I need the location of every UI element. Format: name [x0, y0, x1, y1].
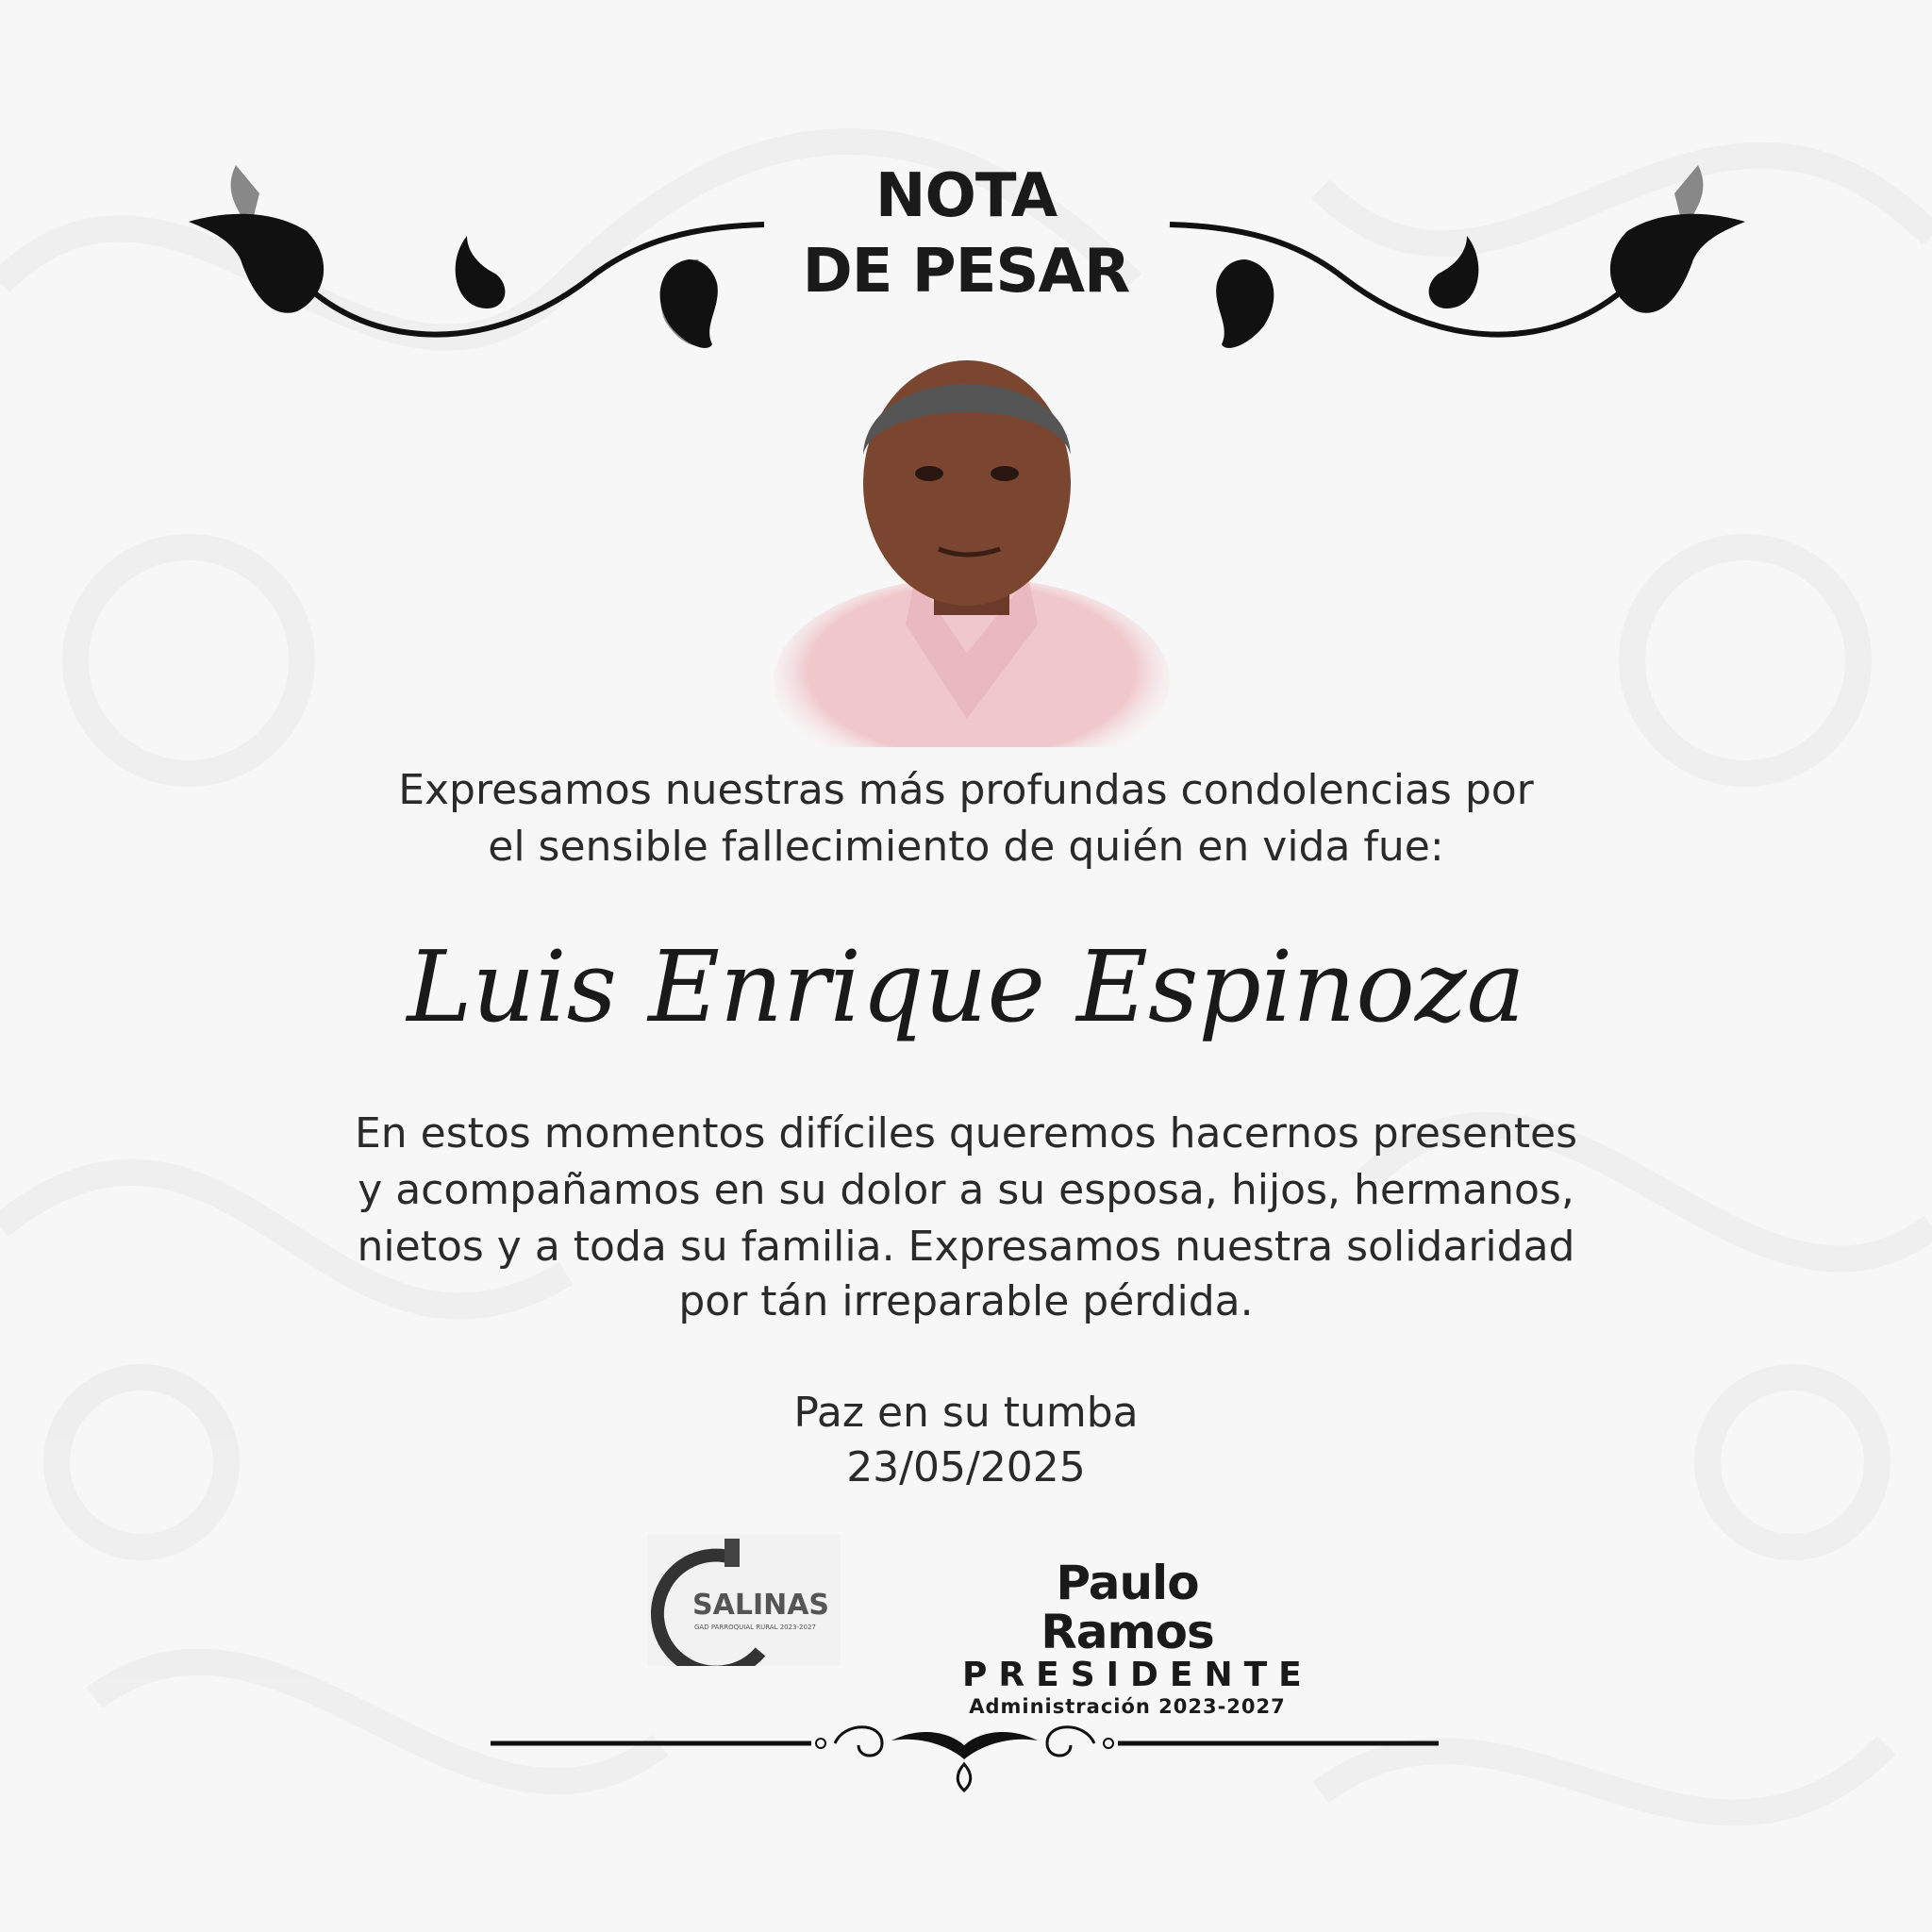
bottom-divider-ornament — [486, 1707, 1443, 1792]
salinas-logo-name: SALINAS — [692, 1589, 830, 1622]
message-line-2: y acompañamos en su dolor a su esposa, hijos, hermanos, — [358, 1166, 1574, 1214]
president-name: Paulo Ramos — [1041, 1556, 1214, 1659]
salinas-logo — [647, 1534, 841, 1666]
message-line-4: por tán irreparable pérdida. — [678, 1277, 1254, 1325]
president-logo — [962, 1556, 1313, 1719]
closing-date: 23/05/2025 — [846, 1443, 1086, 1491]
message-line-3: nietos y a toda su familia. Expresamos nuestra solidaridad — [357, 1223, 1575, 1271]
closing-text: Paz en su tumba — [793, 1389, 1139, 1437]
president-title: PRESIDENTE — [962, 1656, 1313, 1694]
portrait-photo — [755, 341, 1179, 747]
intro-line-2: el sensible fallecimiento de quién en vida fue: — [488, 823, 1444, 871]
message-line-1: En estos momentos difíciles queremos hacernos presentes — [354, 1109, 1578, 1158]
deceased-name: Luis Enrique Espinoza — [407, 929, 1525, 1044]
salinas-logo-subtitle: GAD PARROQUIAL RURAL 2023-2027 — [694, 1624, 816, 1631]
title-line-1: NOTA — [874, 161, 1058, 231]
intro-line-1: Expresamos nuestras más profundas condolencias por — [398, 766, 1534, 814]
president-term: Administración 2023-2027 — [969, 1695, 1286, 1718]
title-line-2: DE PESAR — [802, 237, 1130, 307]
